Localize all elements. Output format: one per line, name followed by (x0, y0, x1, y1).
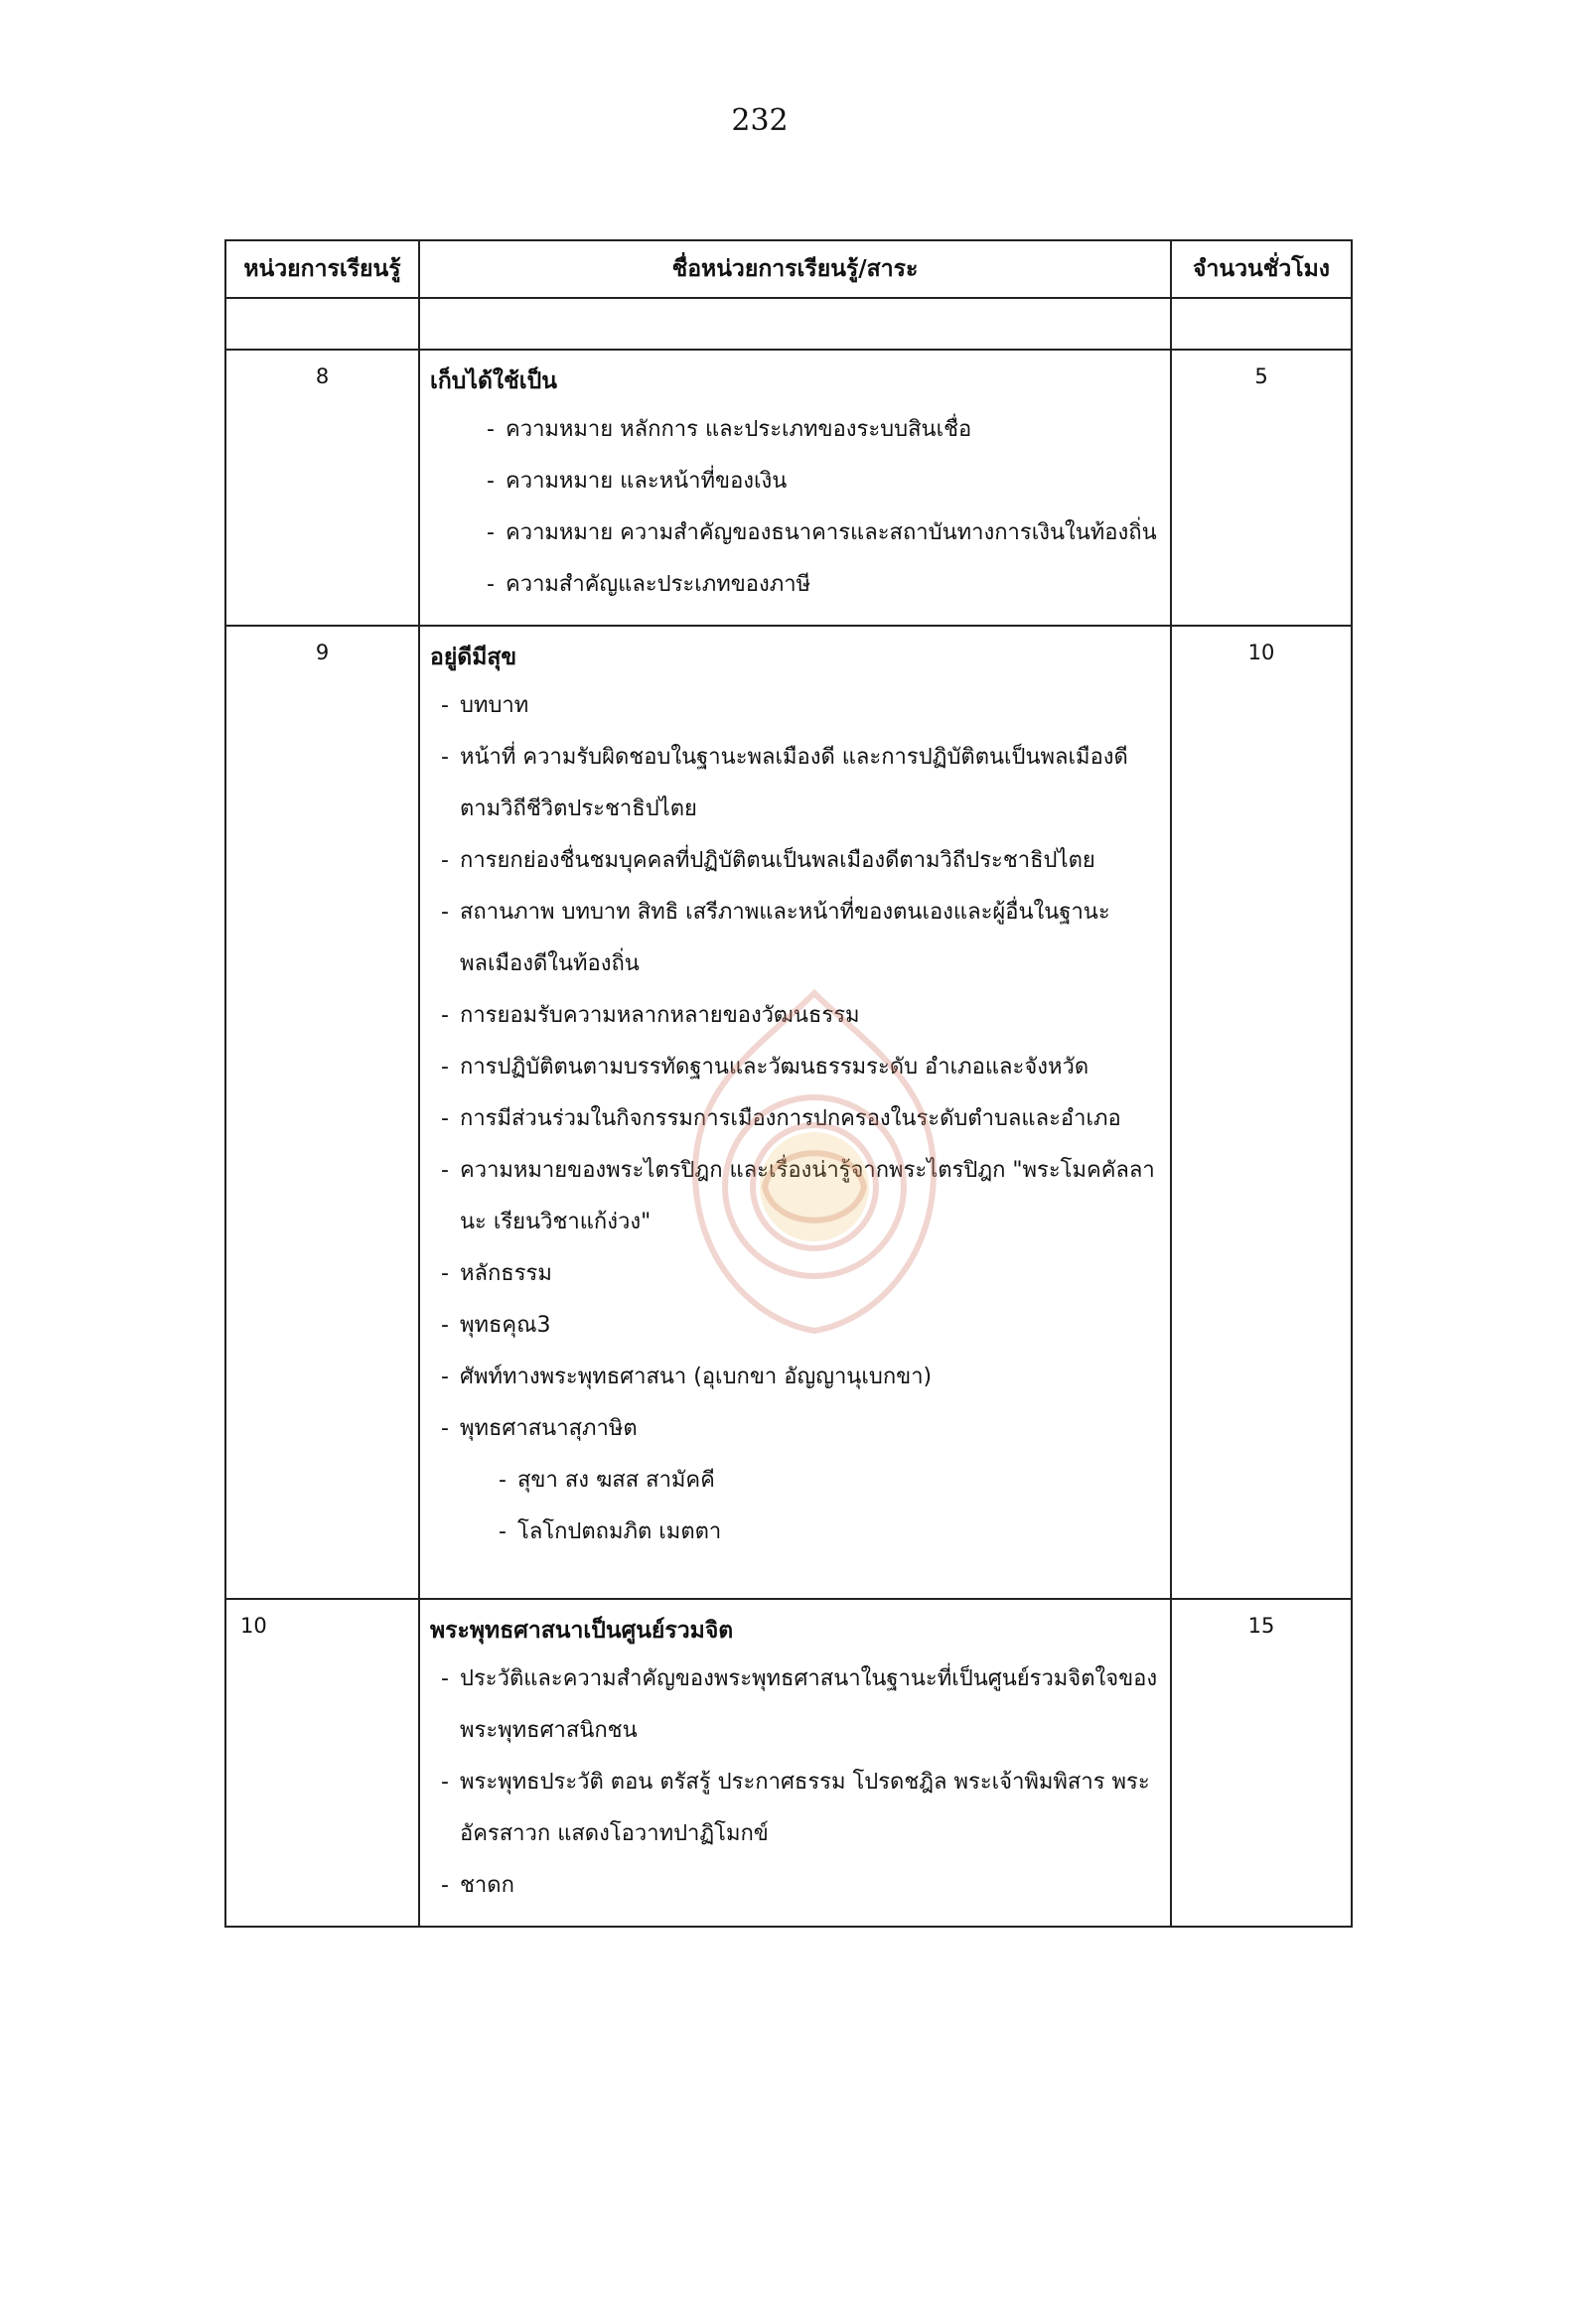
empty-row (225, 298, 1352, 350)
list-item: - ความหมาย หลักการ และประเภทของระบบสินเชื่อ (430, 404, 1160, 456)
list-item: - ชาดก (430, 1860, 1160, 1912)
list-item: - ประวัติและความสำคัญของพระพุทธศาสนาในฐานะที่เป็นศูนย์รวมจิตใจของพระพุทธศาสนิกชน (430, 1654, 1160, 1757)
topic-text: ความหมาย ความสำคัญของธนาคารและสถาบันทางการเงินในท้องถิ่น (506, 520, 1157, 545)
hours-value: 5 (1171, 350, 1352, 626)
empty-cell (225, 298, 419, 350)
list-item: - ความหมาย ความสำคัญของธนาคารและสถาบันทางการเงินในท้องถิ่น (430, 507, 1160, 559)
list-item: - การยอมรับความหลากหลายของวัฒนธรรม (430, 990, 1160, 1042)
unit-title: อยู่ดีมีสุข (430, 645, 517, 670)
topic-text: สถานภาพ บทบาท สิทธิ เสรีภาพและหน้าที่ของตนเองและผู้อื่นในฐานะพลเมืองดีในท้องถิ่น (460, 900, 1110, 976)
list-item: - บทบาท (430, 680, 1160, 732)
table-row (225, 350, 1352, 626)
empty-cell (1171, 298, 1352, 350)
topic-text: ความหมาย และหน้าที่ของเงิน (506, 469, 788, 494)
subtopic-text: สุขา สง ฆสส สามัคคี (517, 1468, 715, 1493)
unit-number: 8 (225, 350, 419, 626)
hours-value: 10 (1171, 626, 1352, 1599)
unit-content (419, 626, 1171, 1599)
topic-text: การยกย่องชื่นชมบุคคลที่ปฏิบัติตนเป็นพลเมืองดีตามวิถีประชาธิปไตย (460, 848, 1095, 873)
header-unit: หน่วยการเรียนรู้ (225, 240, 419, 298)
list-item: - สุขา สง ฆสส สามัคคี (430, 1455, 1160, 1507)
topic-text: ความหมายของพระไตรปิฎก และเรื่องน่ารู้จากพระไตรปิฎก "พระโมคคัลลานะ เรียนวิชาแก้ง่วง" (460, 1158, 1155, 1234)
topic-text: พุทธศาสนาสุภาษิต (460, 1416, 638, 1441)
unit-content (419, 1599, 1171, 1927)
curriculum-table (224, 239, 1353, 1928)
topic-text: ชาดก (460, 1873, 514, 1898)
topic-text: ประวัติและความสำคัญของพระพุทธศาสนาในฐานะที่เป็นศูนย์รวมจิตใจของพระพุทธศาสนิกชน (460, 1666, 1158, 1743)
topic-list (430, 680, 1160, 1558)
unit-title: พระพุทธศาสนาเป็นศูนย์รวมจิต (430, 1618, 734, 1644)
list-item: - ศัพท์ทางพระพุทธศาสนา (อุเบกขา อัญญานุเบกขา) (430, 1352, 1160, 1403)
list-item: - พระพุทธประวัติ ตอน ตรัสรู้ ประกาศธรรม โปรดชฎิล พระเจ้าพิมพิสาร พระอัครสาวก แสดงโอวาทปาฏิโมกข์ (430, 1757, 1160, 1860)
empty-cell (419, 298, 1171, 350)
list-item: - พุทธศาสนาสุภาษิต (430, 1403, 1160, 1455)
unit-title: เก็บได้ใช้เป็น (430, 368, 557, 394)
list-item: - การมีส่วนร่วมในกิจกรรมการเมืองการปกครองในระดับตำบลและอำเภอ (430, 1093, 1160, 1145)
topic-text: หลักธรรม (460, 1261, 552, 1286)
header-hours: จำนวนชั่วโมง (1171, 240, 1352, 298)
unit-number: 9 (225, 626, 419, 1599)
topic-text: พระพุทธประวัติ ตอน ตรัสรู้ ประกาศธรรม โปรดชฎิล พระเจ้าพิมพิสาร พระอัครสาวก แสดงโอวาทปาฏิโมกข์ (460, 1770, 1150, 1846)
unit-number: 10 (225, 1599, 419, 1927)
list-item: - ความหมายของพระไตรปิฎก และเรื่องน่ารู้จากพระไตรปิฎก "พระโมคคัลลานะ เรียนวิชาแก้ง่วง" (430, 1145, 1160, 1248)
list-item: - การยกย่องชื่นชมบุคคลที่ปฏิบัติตนเป็นพลเมืองดีตามวิถีประชาธิปไตย (430, 835, 1160, 887)
subtopic-text: โลโกปตถมภิต เมตตา (517, 1519, 722, 1544)
list-item: - ความสำคัญและประเภทของภาษี (430, 559, 1160, 611)
topic-text: การยอมรับความหลากหลายของวัฒนธรรม (460, 1003, 860, 1028)
topic-text: พุทธคุณ3 (460, 1313, 551, 1338)
topic-text: หน้าที่ ความรับผิดชอบในฐานะพลเมืองดี และการปฏิบัติตนเป็นพลเมืองดีตามวิถีชีวิตประชาธิปไตย (460, 745, 1128, 821)
list-item: - สถานภาพ บทบาท สิทธิ เสรีภาพและหน้าที่ของตนเองและผู้อื่นในฐานะพลเมืองดีในท้องถิ่น (430, 887, 1160, 990)
topic-text: ศัพท์ทางพระพุทธศาสนา (อุเบกขา อัญญานุเบกขา) (460, 1365, 933, 1389)
topic-text: ความสำคัญและประเภทของภาษี (506, 572, 811, 597)
list-item: - หน้าที่ ความรับผิดชอบในฐานะพลเมืองดี และการปฏิบัติตนเป็นพลเมืองดีตามวิถีชีวิตประชาธิปไตย (430, 732, 1160, 835)
list-item: - ความหมาย และหน้าที่ของเงิน (430, 456, 1160, 507)
topic-text: การมีส่วนร่วมในกิจกรรมการเมืองการปกครองในระดับตำบลและอำเภอ (460, 1106, 1121, 1131)
topic-text: การปฏิบัติตนตามบรรทัดฐานและวัฒนธรรมระดับ อำเภอและจังหวัด (460, 1055, 1089, 1080)
list-item: - การปฏิบัติตนตามบรรทัดฐานและวัฒนธรรมระดับ อำเภอและจังหวัด (430, 1042, 1160, 1093)
list-item: - โลโกปตถมภิต เมตตา (430, 1507, 1160, 1558)
header-unit-name: ชื่อหน่วยการเรียนรู้/สาระ (419, 240, 1171, 298)
topic-text: บทบาท (460, 693, 529, 718)
hours-value: 15 (1171, 1599, 1352, 1927)
page-number: 232 (731, 103, 789, 138)
topic-list (430, 1654, 1160, 1912)
list-item: - หลักธรรม (430, 1248, 1160, 1300)
table-row (225, 1599, 1352, 1927)
topic-list (430, 404, 1160, 611)
unit-content (419, 350, 1171, 626)
table-header-row (225, 240, 1352, 298)
topic-text: ความหมาย หลักการ และประเภทของระบบสินเชื่อ (506, 417, 972, 442)
list-item: - พุทธคุณ3 (430, 1300, 1160, 1352)
table-row (225, 626, 1352, 1599)
